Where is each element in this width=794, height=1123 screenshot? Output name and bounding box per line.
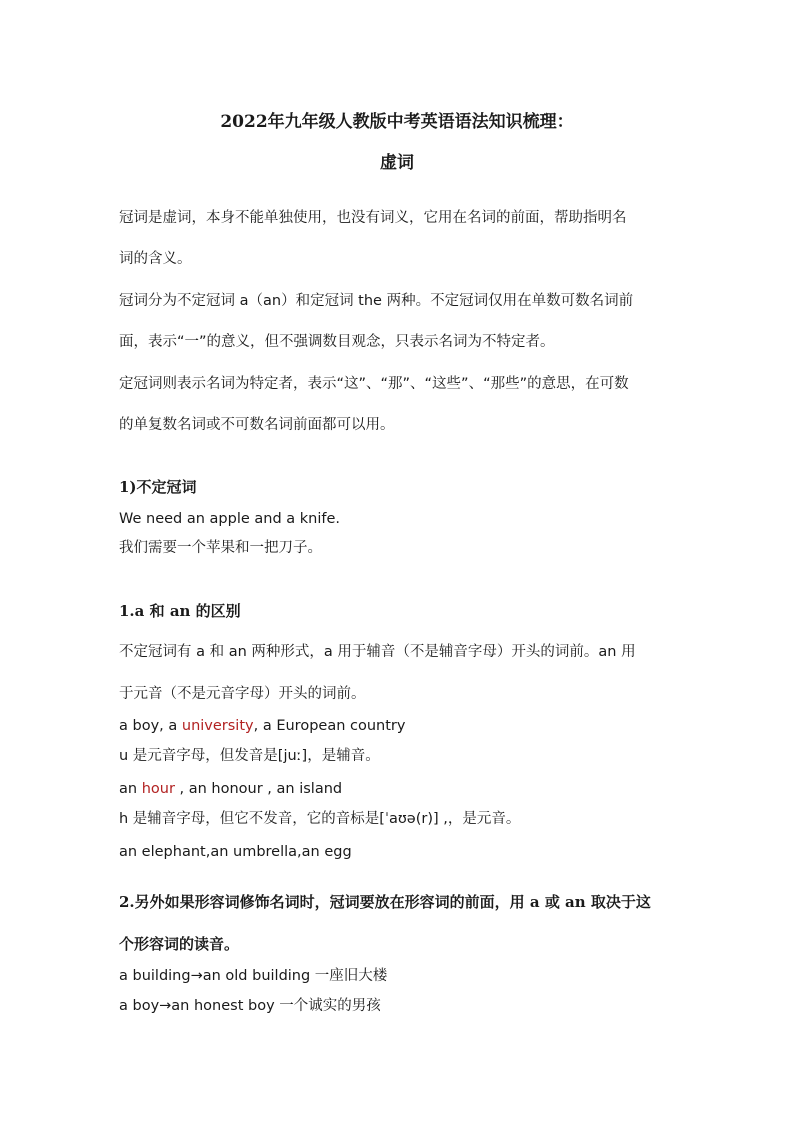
- intro-paragraph-line: 的单复数名词或不可数名词前面都可以用。: [119, 417, 395, 433]
- document-subtitle: 虚词: [380, 153, 414, 173]
- intro-paragraph-line: 面，表示“一”的意义，但不强调数目观念，只表示名词为不特定者。: [119, 334, 555, 350]
- example-text: an: [119, 781, 142, 797]
- example-line: [119, 716, 405, 736]
- section-heading: 2.另外如果形容词修饰名词时，冠词要放在形容词的前面，用 a 或 an 取决于这: [119, 893, 651, 911]
- example-note: h 是辅音字母，但它不发音，它的音标是[ˈaʊə(r)] ,，是元音。: [119, 811, 521, 827]
- section-heading: 个形容词的读音。: [119, 935, 240, 953]
- example-text: , an honour , an island: [174, 781, 343, 797]
- example-text: , a European country: [253, 718, 406, 734]
- example-chinese: 我们需要一个苹果和一把刀子。: [119, 540, 322, 556]
- intro-paragraph-line: 冠词分为不定冠词 a（an）和定冠词 the 两种。不定冠词仅用在单数可数名词前: [119, 293, 634, 309]
- intro-paragraph-line: 词的含义。: [119, 251, 192, 267]
- document-title: 2022年九年级人教版中考英语语法知识梳理：: [220, 112, 574, 132]
- section-description-line: 不定冠词有 a 和 an 两种形式，a 用于辅音（不是辅音字母）开头的词前。an 用: [119, 644, 636, 660]
- example-text: a boy, a: [119, 718, 182, 734]
- highlighted-word: university: [181, 718, 254, 734]
- example-line: [119, 779, 342, 799]
- section-heading: 1.a 和 an 的区别: [119, 602, 241, 620]
- example-note: u 是元音字母，但发音是[juː]，是辅音。: [119, 748, 380, 764]
- intro-paragraph-line: 定冠词则表示名词为特定者，表示“这”、“那”、“这些”、“那些”的意思，在可数: [119, 376, 629, 392]
- highlighted-word: hour: [141, 781, 175, 797]
- section-description-line: 于元音（不是元音字母）开头的词前。: [119, 686, 366, 702]
- example-line: a boy→an honest boy 一个诚实的男孩: [119, 998, 381, 1014]
- section-heading: 1)不定冠词: [119, 478, 197, 496]
- intro-paragraph-line: 冠词是虚词，本身不能单独使用，也没有词义，它用在名词的前面，帮助指明名: [119, 210, 627, 226]
- example-english: We need an apple and a knife.: [119, 511, 341, 527]
- example-line: an elephant,an umbrella,an egg: [119, 844, 352, 860]
- example-line: a building→an old building 一座旧大楼: [119, 968, 388, 984]
